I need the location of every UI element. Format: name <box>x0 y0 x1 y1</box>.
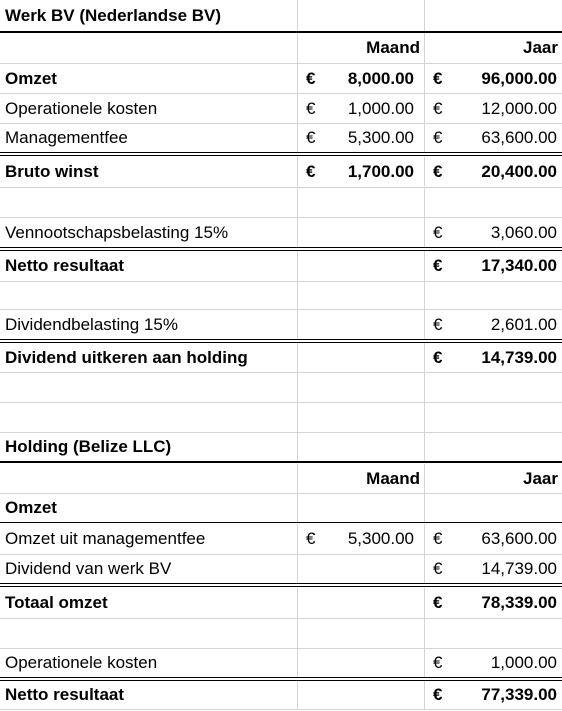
border-line <box>0 461 562 463</box>
currency-symbol: € <box>433 593 443 612</box>
grid-line <box>0 63 562 64</box>
grid-line <box>0 123 562 124</box>
year-value: 63,600.00 <box>481 529 557 548</box>
row-label[interactable]: Operationele kosten <box>5 653 158 672</box>
year-value: 2,601.00 <box>490 314 557 334</box>
column-header-month[interactable]: Maand <box>297 33 424 63</box>
empty-cell[interactable] <box>297 433 424 461</box>
month-value-cell[interactable] <box>297 124 424 152</box>
empty-cell[interactable] <box>297 494 424 522</box>
border-line <box>0 522 562 523</box>
row-label[interactable]: Dividend van werk BV <box>5 559 172 578</box>
year-value-cell[interactable] <box>424 251 562 281</box>
section-title[interactable]: Werk BV (Nederlandse BV) <box>5 5 222 25</box>
row-label[interactable]: Totaal omzet <box>5 593 108 612</box>
empty-cell[interactable] <box>297 373 424 402</box>
column-header-year[interactable]: Jaar <box>424 464 562 493</box>
table-row <box>0 343 562 372</box>
empty-cell[interactable] <box>424 188 562 217</box>
border-line <box>0 31 562 33</box>
column-header-month[interactable]: Maand <box>297 464 424 493</box>
year-value-cell[interactable] <box>424 588 562 618</box>
empty-cell[interactable] <box>297 588 424 618</box>
empty-cell[interactable] <box>424 403 562 432</box>
empty-cell[interactable] <box>297 0 424 31</box>
row-label[interactable]: Dividend uitkeren aan holding <box>5 347 248 367</box>
month-value-cell[interactable] <box>297 94 424 123</box>
currency-symbol: € <box>433 529 443 548</box>
year-value-cell[interactable] <box>424 555 562 583</box>
year-value-cell[interactable] <box>424 94 562 123</box>
table-row <box>0 94 562 123</box>
row-label[interactable]: Operationele kosten <box>5 98 158 118</box>
year-value-cell[interactable] <box>424 310 562 339</box>
year-value-cell[interactable] <box>424 524 562 554</box>
row-label[interactable]: Netto resultaat <box>5 256 125 275</box>
grid-line <box>0 648 562 649</box>
row-label[interactable]: Omzet <box>5 68 57 88</box>
row-label[interactable]: Vennootschapsbelasting 15% <box>5 223 229 242</box>
empty-row <box>0 282 562 310</box>
empty-cell[interactable] <box>297 403 424 432</box>
empty-cell[interactable] <box>0 188 297 217</box>
currency-symbol: € <box>306 161 316 181</box>
table-row <box>0 524 562 554</box>
currency-symbol: € <box>433 68 443 88</box>
empty-cell[interactable] <box>297 251 424 281</box>
column-header-year[interactable]: Jaar <box>424 33 562 63</box>
year-value: 3,060.00 <box>490 223 557 242</box>
empty-cell[interactable] <box>297 619 424 648</box>
row-label[interactable]: Bruto winst <box>5 161 99 181</box>
empty-cell[interactable] <box>297 343 424 372</box>
grid-line <box>0 402 562 403</box>
table-row <box>0 310 562 339</box>
month-value-cell[interactable] <box>297 64 424 93</box>
section-title-row <box>0 433 562 461</box>
double-border-line <box>0 152 562 156</box>
year-value: 78,339.00 <box>481 593 557 612</box>
table-row <box>0 218 562 248</box>
row-label[interactable]: Omzet <box>5 498 57 517</box>
currency-symbol: € <box>433 98 443 118</box>
empty-cell[interactable] <box>297 681 424 709</box>
grid-line <box>0 618 562 619</box>
table-row <box>0 494 562 522</box>
year-value: 14,739.00 <box>481 347 557 367</box>
year-value-cell[interactable] <box>424 64 562 93</box>
empty-row <box>0 188 562 217</box>
row-label[interactable]: Managementfee <box>5 128 128 147</box>
year-value: 17,340.00 <box>481 256 557 275</box>
grid-line <box>0 281 562 282</box>
double-border-line <box>0 583 562 587</box>
table-row <box>0 649 562 677</box>
empty-row <box>0 373 562 402</box>
year-value: 96,000.00 <box>481 68 557 88</box>
grid-line <box>0 709 562 710</box>
empty-row <box>0 619 562 648</box>
year-value-cell[interactable] <box>424 124 562 152</box>
currency-symbol: € <box>433 161 443 181</box>
grid-line <box>0 554 562 555</box>
row-label[interactable]: Dividendbelasting 15% <box>5 314 178 334</box>
currency-symbol: € <box>433 314 443 334</box>
empty-cell[interactable] <box>0 33 297 63</box>
table-row <box>0 588 562 618</box>
currency-symbol: € <box>306 128 316 147</box>
double-border-line <box>0 339 562 343</box>
month-value: 5,300.00 <box>347 529 414 548</box>
empty-cell[interactable] <box>297 310 424 339</box>
grid-line <box>0 93 562 94</box>
year-value: 20,400.00 <box>481 161 557 181</box>
grid-line <box>0 217 562 218</box>
double-border-line <box>0 247 562 251</box>
grid-line <box>0 372 562 373</box>
section-title[interactable]: Holding (Belize LLC) <box>5 437 172 456</box>
year-value: 63,600.00 <box>481 128 557 147</box>
column-header-row <box>0 33 562 63</box>
year-value: 77,339.00 <box>481 685 557 704</box>
currency-symbol: € <box>306 529 316 548</box>
currency-symbol: € <box>433 653 443 672</box>
year-value: 1,000.00 <box>490 653 557 672</box>
year-value-cell[interactable] <box>424 157 562 186</box>
month-value: 1,000.00 <box>347 98 414 118</box>
currency-symbol: € <box>433 223 443 242</box>
month-value: 1,700.00 <box>347 161 414 181</box>
year-value-cell[interactable] <box>424 681 562 709</box>
table-row <box>0 124 562 152</box>
year-value-cell[interactable] <box>424 218 562 248</box>
empty-cell[interactable] <box>424 373 562 402</box>
empty-cell[interactable] <box>297 188 424 217</box>
empty-cell[interactable] <box>297 218 424 248</box>
empty-cell[interactable] <box>0 464 297 493</box>
currency-symbol: € <box>433 128 443 147</box>
table-row <box>0 251 562 281</box>
row-label[interactable]: Omzet uit managementfee <box>5 529 206 548</box>
grid-line <box>0 187 562 188</box>
empty-cell[interactable] <box>424 0 562 31</box>
month-value: 8,000.00 <box>347 68 414 88</box>
empty-cell[interactable] <box>424 494 562 522</box>
empty-cell[interactable] <box>297 649 424 677</box>
table-row <box>0 157 562 186</box>
empty-cell[interactable] <box>0 373 297 402</box>
year-value: 12,000.00 <box>481 98 557 118</box>
empty-cell[interactable] <box>297 282 424 310</box>
currency-symbol: € <box>433 347 443 367</box>
month-value-cell[interactable] <box>297 157 424 186</box>
empty-cell[interactable] <box>424 619 562 648</box>
currency-symbol: € <box>433 685 443 704</box>
column-header-row <box>0 464 562 493</box>
empty-cell[interactable] <box>0 619 297 648</box>
month-value: 5,300.00 <box>347 128 414 147</box>
grid-line <box>0 309 562 310</box>
empty-cell[interactable] <box>424 282 562 310</box>
currency-symbol: € <box>306 68 316 88</box>
year-value-cell[interactable] <box>424 343 562 372</box>
empty-cell[interactable] <box>424 433 562 461</box>
empty-cell[interactable] <box>0 282 297 310</box>
double-border-line <box>0 677 562 681</box>
section-title-row <box>0 0 562 31</box>
empty-cell[interactable] <box>0 403 297 432</box>
currency-symbol: € <box>433 559 443 578</box>
empty-row <box>0 403 562 432</box>
currency-symbol: € <box>306 98 316 118</box>
table-row <box>0 681 562 709</box>
currency-symbol: € <box>433 256 443 275</box>
grid-line <box>0 432 562 433</box>
table-row <box>0 555 562 583</box>
year-value: 14,739.00 <box>481 559 557 578</box>
grid-line <box>0 493 562 494</box>
table-row <box>0 64 562 93</box>
year-value-cell[interactable] <box>424 649 562 677</box>
row-label[interactable]: Netto resultaat <box>5 685 125 704</box>
empty-cell[interactable] <box>297 555 424 583</box>
month-value-cell[interactable] <box>297 524 424 554</box>
